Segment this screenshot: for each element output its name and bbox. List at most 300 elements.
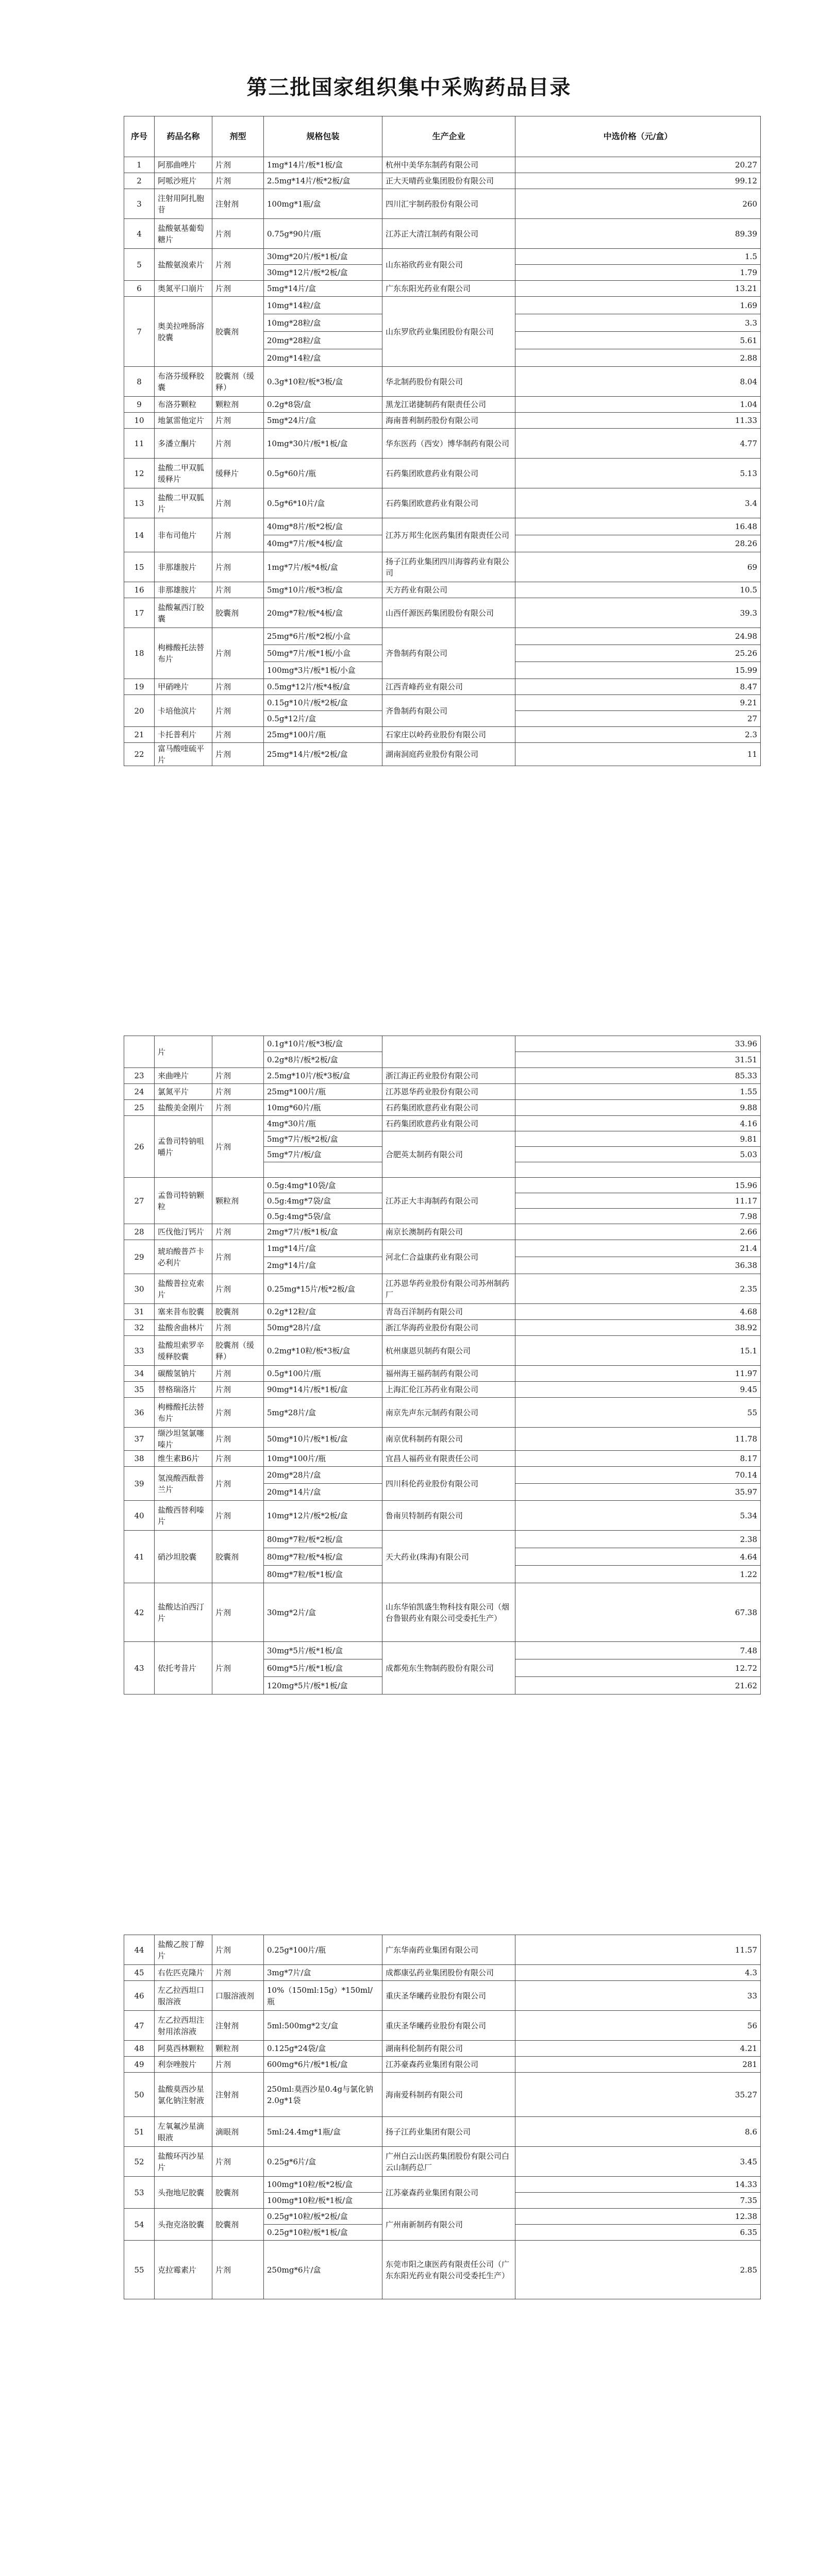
cell-manufacturer: 成都苑东生物制药股份有限公司 (382, 1642, 515, 1694)
cell-drug-name: 阿哌沙班片 (155, 173, 212, 189)
cell-spec-package: 0.25g*100片/瓶 (264, 1935, 382, 1965)
cell-price: 25.26 (515, 645, 761, 662)
cell-price: 2.88 (515, 349, 761, 367)
cell-price: 2.35 (515, 1274, 761, 1304)
cell-spec-package: 30mg*12片/板*2板/盒 (264, 265, 382, 281)
cell-dosage-form: 胶囊剂 (212, 297, 264, 367)
cell-spec-package: 10mg*28粒/盒 (264, 314, 382, 332)
cell-manufacturer: 天大药业(珠海)有限公司 (382, 1531, 515, 1583)
cell-drug-name: 枸橼酸托法替布片 (155, 1398, 212, 1428)
cell-dosage-form: 缓释片 (212, 459, 264, 488)
cell-price: 2.66 (515, 1224, 761, 1240)
table-row (124, 1382, 761, 1398)
cell-price: 15.99 (515, 662, 761, 679)
cell-price: 9.81 (515, 1131, 761, 1147)
cell-drug-name: 卡托普利片 (155, 727, 212, 743)
cell-price: 31.51 (515, 1052, 761, 1068)
cell-price: 36.38 (515, 1257, 761, 1274)
cell-manufacturer: 重庆圣华曦药业股份有限公司 (382, 1981, 515, 2011)
cell-price: 39.3 (515, 598, 761, 628)
cell-price: 3.45 (515, 2147, 761, 2177)
table-row (124, 2057, 761, 2073)
table-row (124, 1100, 761, 1116)
cell-spec-package: 1mg*14片/盒 (264, 1240, 382, 1257)
cell-drug-name: 氢溴酸西酞普兰片 (155, 1467, 212, 1501)
cell-seq: 8 (124, 367, 155, 397)
cell-manufacturer: 四川汇宇制药股份有限公司 (382, 189, 515, 219)
table-row (124, 2209, 761, 2225)
cell-manufacturer: 合肥英太制药有限公司 (382, 1131, 515, 1178)
cell-manufacturer: 石药集团欧意药业有限公司 (382, 1100, 515, 1116)
cell-spec-package: 5mg*7片/板*2板/盒 (264, 1131, 382, 1147)
cell-price: 99.12 (515, 173, 761, 189)
cell-manufacturer: 杭州康恩贝制药有限公司 (382, 1336, 515, 1366)
cell-price: 13.21 (515, 281, 761, 297)
cell-seq: 15 (124, 552, 155, 582)
cell-seq: 55 (124, 2241, 155, 2299)
cell-manufacturer: 重庆圣华曦药业股份有限公司 (382, 2011, 515, 2041)
drug-table-section-1 (124, 116, 761, 766)
cell-manufacturer: 浙江华海药业股份有限公司 (382, 1320, 515, 1336)
cell-drug-name: 注射用阿扎胞苷 (155, 189, 212, 219)
cell-seq: 22 (124, 743, 155, 766)
table-row (124, 1642, 761, 1659)
cell-price: 20.27 (515, 157, 761, 173)
cell-seq: 51 (124, 2117, 155, 2147)
cell-spec-package: 100mg*10粒/板*1板/盒 (264, 2193, 382, 2209)
cell-dosage-form: 片剂 (212, 1320, 264, 1336)
cell-manufacturer: 山东华铂凯盛生物科技有限公司（烟台鲁银药业有限公司受委托生产） (382, 1583, 515, 1642)
cell-drug-name: 盐酸氨溴索片 (155, 249, 212, 281)
cell-drug-name: 布洛芬颗粒 (155, 397, 212, 413)
table-row (124, 582, 761, 598)
cell-drug-name: 盐酸舍曲林片 (155, 1320, 212, 1336)
table-row (124, 367, 761, 397)
table-row (124, 1583, 761, 1642)
table-row (124, 219, 761, 249)
cell-dosage-form: 片剂 (212, 1274, 264, 1304)
cell-seq (124, 1036, 155, 1068)
cell-spec-package: 100mg*1瓶/盒 (264, 189, 382, 219)
table-row (124, 1178, 761, 1193)
cell-drug-name: 枸橼酸托法替布片 (155, 628, 212, 679)
cell-price: 4.64 (515, 1548, 761, 1566)
cell-price: 8.47 (515, 679, 761, 695)
table-row (124, 1965, 761, 1981)
cell-price: 11.33 (515, 413, 761, 429)
cell-price: 15.96 (515, 1178, 761, 1193)
cell-drug-name: 头孢克洛胶囊 (155, 2209, 212, 2241)
cell-drug-name: 盐酸达泊西汀片 (155, 1583, 212, 1642)
cell-seq: 52 (124, 2147, 155, 2177)
cell-manufacturer: 山东裕欣药业有限公司 (382, 249, 515, 281)
cell-drug-name: 阿莫西林颗粒 (155, 2041, 212, 2057)
cell-seq: 4 (124, 219, 155, 249)
column-header-spec-package: 规格包装 (264, 116, 382, 157)
table-row (124, 552, 761, 582)
cell-manufacturer: 石药集团欧意药业有限公司 (382, 459, 515, 488)
cell-spec-package: 5mg*7片/板/盒 (264, 1147, 382, 1162)
cell-drug-name: 左乙拉西坦口服溶液 (155, 1981, 212, 2011)
cell-spec-package: 0.2mg*10粒/板*3板/盒 (264, 1336, 382, 1366)
cell-spec-package: 40mg*7片/板*4板/盒 (264, 535, 382, 552)
cell-spec-package: 250ml:莫西沙星0.4g与氯化钠2.0g*1袋 (264, 2073, 382, 2117)
table-row (124, 1428, 761, 1451)
cell-spec-package: 120mg*5片/板*1板/盒 (264, 1677, 382, 1694)
cell-seq: 40 (124, 1501, 155, 1531)
cell-seq: 36 (124, 1398, 155, 1428)
cell-seq: 7 (124, 297, 155, 367)
table-row (124, 1451, 761, 1467)
cell-drug-name: 琥珀酸普芦卡必利片 (155, 1240, 212, 1274)
cell-dosage-form: 片剂 (212, 1366, 264, 1382)
cell-manufacturer: 齐鲁制药有限公司 (382, 695, 515, 727)
cell-spec-package: 1mg*7片/板*4板/盒 (264, 552, 382, 582)
cell-dosage-form: 片剂 (212, 582, 264, 598)
cell-price: 4.21 (515, 2041, 761, 2057)
cell-spec-package: 100mg*3片/板*1板/小盒 (264, 662, 382, 679)
cell-dosage-form: 片剂 (212, 413, 264, 429)
cell-spec-package: 0.5g*6*10片/盒 (264, 488, 382, 518)
table-row (124, 397, 761, 413)
cell-spec-package: 10mg*60片/瓶 (264, 1100, 382, 1116)
cell-dosage-form: 片剂 (212, 249, 264, 281)
cell-drug-name: 硝沙坦胶囊 (155, 1531, 212, 1583)
cell-dosage-form: 胶囊剂（缓释） (212, 367, 264, 397)
cell-price: 38.92 (515, 1320, 761, 1336)
cell-price: 1.5 (515, 249, 761, 265)
cell-spec-package: 5mg*10片/板*3板/盒 (264, 582, 382, 598)
cell-manufacturer: 齐鲁制药有限公司 (382, 628, 515, 679)
cell-manufacturer: 江苏恩华药业股份有限公司 (382, 1084, 515, 1100)
table-row (124, 2177, 761, 2193)
cell-spec-package: 25mg*100片/瓶 (264, 727, 382, 743)
cell-drug-name: 右佐匹克隆片 (155, 1965, 212, 1981)
table-row (124, 1084, 761, 1100)
cell-price: 5.61 (515, 332, 761, 349)
cell-dosage-form: 颗粒剂 (212, 397, 264, 413)
cell-manufacturer: 鲁南贝特制药有限公司 (382, 1501, 515, 1531)
cell-dosage-form: 颗粒剂 (212, 2041, 264, 2057)
cell-spec-package: 600mg*6片/板*1板/盒 (264, 2057, 382, 2073)
cell-price: 24.98 (515, 628, 761, 645)
table-row (124, 743, 761, 766)
cell-manufacturer: 海南爱科制药有限公司 (382, 2073, 515, 2117)
cell-spec-package: 4mg*30片/瓶 (264, 1116, 382, 1131)
cell-dosage-form: 注射剂 (212, 189, 264, 219)
cell-dosage-form: 片剂 (212, 1428, 264, 1451)
cell-manufacturer: 广州南新制药有限公司 (382, 2209, 515, 2241)
cell-manufacturer: 南京长澳制药有限公司 (382, 1224, 515, 1240)
cell-dosage-form: 胶囊剂（缓释） (212, 1336, 264, 1366)
cell-price: 260 (515, 189, 761, 219)
cell-drug-name: 非布司他片 (155, 518, 212, 552)
cell-manufacturer: 广州白云山医药集团股份有限公司白云山制药总厂 (382, 2147, 515, 2177)
cell-price: 3.4 (515, 488, 761, 518)
cell-dosage-form (212, 1036, 264, 1068)
cell-price: 11.17 (515, 1193, 761, 1209)
table-row (124, 2011, 761, 2041)
cell-spec-package: 5mg*28片/盒 (264, 1398, 382, 1428)
cell-spec-package: 5ml:24.4mg*1瓶/盒 (264, 2117, 382, 2147)
cell-drug-name: 依托考昔片 (155, 1642, 212, 1694)
cell-seq: 27 (124, 1178, 155, 1224)
cell-seq: 19 (124, 679, 155, 695)
cell-seq: 12 (124, 459, 155, 488)
cell-manufacturer: 成都康弘药业集团股份有限公司 (382, 1965, 515, 1981)
cell-manufacturer: 华北制药股份有限公司 (382, 367, 515, 397)
cell-spec-package: 10mg*100片/瓶 (264, 1451, 382, 1467)
column-header-manufacturer: 生产企业 (382, 116, 515, 157)
cell-spec-package: 50mg*10片/板*1板/盒 (264, 1428, 382, 1451)
cell-spec-package: 10mg*14粒/盒 (264, 297, 382, 314)
cell-drug-name: 盐酸二甲双胍缓释片 (155, 459, 212, 488)
table-row (124, 1304, 761, 1320)
table-row (124, 727, 761, 743)
cell-drug-name: 盐酸二甲双胍片 (155, 488, 212, 518)
cell-price: 21.4 (515, 1240, 761, 1257)
cell-price: 9.45 (515, 1382, 761, 1398)
cell-drug-name: 奥美拉唑肠溶胶囊 (155, 297, 212, 367)
table-row (124, 2241, 761, 2299)
table-row (124, 413, 761, 429)
cell-manufacturer: 广东东阳光药业有限公司 (382, 281, 515, 297)
cell-dosage-form: 滴眼剂 (212, 2117, 264, 2147)
cell-price: 4.16 (515, 1116, 761, 1131)
cell-dosage-form: 片剂 (212, 1240, 264, 1274)
cell-price: 35.27 (515, 2073, 761, 2117)
cell-price: 7.35 (515, 2193, 761, 2209)
cell-spec-package: 2.5mg*10片/板*3板/盒 (264, 1068, 382, 1084)
cell-manufacturer: 杭州中美华东制药有限公司 (382, 157, 515, 173)
cell-seq: 9 (124, 397, 155, 413)
cell-spec-package: 50mg*7片/板*1板/小盒 (264, 645, 382, 662)
cell-price: 12.72 (515, 1659, 761, 1677)
table-row (124, 1116, 761, 1131)
cell-drug-name: 甲硝唑片 (155, 679, 212, 695)
cell-spec-package: 30mg*20片/板*1板/盒 (264, 249, 382, 265)
cell-price: 69 (515, 552, 761, 582)
cell-seq: 38 (124, 1451, 155, 1467)
cell-seq: 43 (124, 1642, 155, 1694)
cell-seq: 21 (124, 727, 155, 743)
column-header-dosage-form: 剂型 (212, 116, 264, 157)
cell-dosage-form: 胶囊剂 (212, 2209, 264, 2241)
cell-price: 8.17 (515, 1451, 761, 1467)
cell-seq: 20 (124, 695, 155, 727)
table-row (124, 1274, 761, 1304)
cell-seq: 18 (124, 628, 155, 679)
cell-drug-name: 非那雄胺片 (155, 582, 212, 598)
cell-spec-package: 0.125g*24袋/盒 (264, 2041, 382, 2057)
cell-drug-name: 多潘立酮片 (155, 429, 212, 459)
cell-spec-package: 20mg*28粒/盒 (264, 332, 382, 349)
cell-dosage-form: 片剂 (212, 173, 264, 189)
cell-spec-package: 40mg*8片/板*2板/盒 (264, 518, 382, 535)
cell-price: 85.33 (515, 1068, 761, 1084)
drug-table-section-3 (124, 1935, 761, 2299)
cell-manufacturer: 江苏万邦生化医药集团有限责任公司 (382, 518, 515, 552)
cell-drug-name: 碳酸氢钠片 (155, 1366, 212, 1382)
cell-spec-package: 25mg*14片/板*2板/盒 (264, 743, 382, 766)
cell-seq: 1 (124, 157, 155, 173)
cell-spec-package: 0.5g:4mg*5袋/盒 (264, 1209, 382, 1224)
cell-drug-name: 非那雄胺片 (155, 552, 212, 582)
table-row (124, 2073, 761, 2117)
table-row (124, 628, 761, 645)
cell-drug-name: 替格瑞洛片 (155, 1382, 212, 1398)
cell-seq: 14 (124, 518, 155, 552)
cell-manufacturer: 黑龙江诺捷制药有限责任公司 (382, 397, 515, 413)
cell-seq: 25 (124, 1100, 155, 1116)
cell-price: 2.38 (515, 1531, 761, 1548)
cell-manufacturer (382, 1036, 515, 1068)
cell-manufacturer: 江苏恩华药业股份有限公司苏州制药厂 (382, 1274, 515, 1304)
cell-manufacturer: 湖南洞庭药业股份有限公司 (382, 743, 515, 766)
cell-seq: 30 (124, 1274, 155, 1304)
cell-dosage-form: 颗粒剂 (212, 1178, 264, 1224)
cell-seq: 6 (124, 281, 155, 297)
cell-seq: 16 (124, 582, 155, 598)
cell-drug-name: 利奈唑胺片 (155, 2057, 212, 2073)
cell-dosage-form: 片剂 (212, 1398, 264, 1428)
cell-price: 8.04 (515, 367, 761, 397)
cell-drug-name: 盐酸氨基葡萄糖片 (155, 219, 212, 249)
cell-spec-package: 0.2g*8片/板*2板/盒 (264, 1052, 382, 1068)
cell-dosage-form: 片剂 (212, 1224, 264, 1240)
cell-dosage-form: 片剂 (212, 628, 264, 679)
cell-manufacturer: 山东罗欣药业集团股份有限公司 (382, 297, 515, 367)
cell-spec-package: 10mg*12片/板*2板/盒 (264, 1501, 382, 1531)
cell-price: 11.97 (515, 1366, 761, 1382)
cell-price: 5.13 (515, 459, 761, 488)
table-row (124, 598, 761, 628)
cell-price: 5.03 (515, 1147, 761, 1162)
cell-seq: 34 (124, 1366, 155, 1382)
cell-spec-package: 0.5g:4mg*7袋/盒 (264, 1193, 382, 1209)
cell-dosage-form: 片剂 (212, 219, 264, 249)
cell-manufacturer: 海南普利制药股份有限公司 (382, 413, 515, 429)
cell-price: 11.57 (515, 1935, 761, 1965)
cell-dosage-form: 片剂 (212, 2147, 264, 2177)
table-row (124, 249, 761, 265)
cell-dosage-form: 片剂 (212, 743, 264, 766)
cell-price: 12.38 (515, 2209, 761, 2225)
cell-seq: 10 (124, 413, 155, 429)
cell-price: 2.3 (515, 727, 761, 743)
cell-price: 11.78 (515, 1428, 761, 1451)
cell-drug-name: 奥氮平口崩片 (155, 281, 212, 297)
cell-dosage-form: 片剂 (212, 2241, 264, 2299)
cell-dosage-form: 片剂 (212, 281, 264, 297)
cell-manufacturer: 浙江海正药业股份有限公司 (382, 1068, 515, 1084)
cell-drug-name: 塞来昔布胶囊 (155, 1304, 212, 1320)
cell-manufacturer: 江苏豪森药业集团有限公司 (382, 2057, 515, 2073)
cell-price: 1.79 (515, 265, 761, 281)
cell-spec-package: 10mg*30片/板*1板/盒 (264, 429, 382, 459)
cell-seq: 48 (124, 2041, 155, 2057)
cell-seq: 41 (124, 1531, 155, 1583)
table-row (124, 189, 761, 219)
cell-spec-package: 0.1g*10片/板*3板/盒 (264, 1036, 382, 1052)
cell-dosage-form: 注射剂 (212, 2011, 264, 2041)
cell-dosage-form: 胶囊剂 (212, 2177, 264, 2209)
cell-seq: 35 (124, 1382, 155, 1398)
cell-spec-package: 0.15g*10片/板*2板/盒 (264, 695, 382, 711)
cell-price: 67.38 (515, 1583, 761, 1642)
cell-dosage-form: 片剂 (212, 1068, 264, 1084)
cell-dosage-form: 胶囊剂 (212, 598, 264, 628)
cell-drug-name: 头孢地尼胶囊 (155, 2177, 212, 2209)
cell-seq: 42 (124, 1583, 155, 1642)
cell-dosage-form: 片剂 (212, 1935, 264, 1965)
cell-seq: 23 (124, 1068, 155, 1084)
cell-price: 14.33 (515, 2177, 761, 2193)
cell-drug-name: 盐酸乙胺丁醇片 (155, 1935, 212, 1965)
table-row (124, 1336, 761, 1366)
cell-price: 5.34 (515, 1501, 761, 1531)
cell-drug-name: 孟鲁司特钠咀嚼片 (155, 1116, 212, 1178)
cell-price: 281 (515, 2057, 761, 2073)
cell-manufacturer: 天方药业有限公司 (382, 582, 515, 598)
table-row (124, 459, 761, 488)
cell-drug-name: 孟鲁司特钠颗粒 (155, 1178, 212, 1224)
page-title: 第三批国家组织集中采购药品目录 (246, 75, 572, 99)
column-header-price: 中选价格（元/盒） (515, 116, 761, 157)
table-row (124, 1036, 761, 1052)
cell-spec-package: 0.5g*100片/瓶 (264, 1366, 382, 1382)
cell-drug-name: 盐酸美金刚片 (155, 1100, 212, 1116)
cell-spec-package: 0.25g*10粒/板*2板/盒 (264, 2209, 382, 2225)
cell-manufacturer: 南京先声东元制药有限公司 (382, 1398, 515, 1428)
cell-manufacturer: 广东华南药业集团有限公司 (382, 1935, 515, 1965)
cell-spec-package: 5mg*14片/盒 (264, 281, 382, 297)
table-row (124, 1501, 761, 1531)
cell-seq: 53 (124, 2177, 155, 2209)
cell-price: 21.62 (515, 1677, 761, 1694)
cell-manufacturer: 宜昌人福药业有限责任公司 (382, 1451, 515, 1467)
cell-spec-package: 25mg*6片/板*2板/小盒 (264, 628, 382, 645)
cell-seq: 3 (124, 189, 155, 219)
cell-spec-package: 80mg*7粒/板*4板/盒 (264, 1548, 382, 1566)
cell-seq: 33 (124, 1336, 155, 1366)
table-row (124, 1240, 761, 1257)
cell-price: 8.6 (515, 2117, 761, 2147)
cell-spec-package: 20mg*14片/盒 (264, 1484, 382, 1501)
column-header-seq: 序号 (124, 116, 155, 157)
cell-spec-package: 1mg*14片/板*1板/盒 (264, 157, 382, 173)
cell-seq: 37 (124, 1428, 155, 1451)
cell-spec-package: 0.5mg*12片/板*4板/盒 (264, 679, 382, 695)
cell-manufacturer: 扬子江药业集团有限公司 (382, 2117, 515, 2147)
cell-price: 11 (515, 743, 761, 766)
cell-dosage-form: 片剂 (212, 429, 264, 459)
table-row (124, 281, 761, 297)
cell-manufacturer: 江苏豪森药业集团有限公司 (382, 2177, 515, 2209)
cell-price: 16.48 (515, 518, 761, 535)
cell-drug-name: 左乙拉西坦注射用浓溶液 (155, 2011, 212, 2041)
cell-price: 1.55 (515, 1084, 761, 1100)
cell-drug-name: 盐酸氟西汀胶囊 (155, 598, 212, 628)
cell-seq: 49 (124, 2057, 155, 2073)
cell-price: 6.35 (515, 2225, 761, 2241)
cell-drug-name: 匹伐他汀钙片 (155, 1224, 212, 1240)
cell-drug-name: 盐酸普拉克索片 (155, 1274, 212, 1304)
cell-spec-package: 0.25mg*15片/板*2板/盒 (264, 1274, 382, 1304)
cell-manufacturer: 东莞市阳之康医药有限责任公司（广东东阳光药业有限公司受委托生产） (382, 2241, 515, 2299)
cell-seq: 29 (124, 1240, 155, 1274)
cell-seq: 26 (124, 1116, 155, 1178)
